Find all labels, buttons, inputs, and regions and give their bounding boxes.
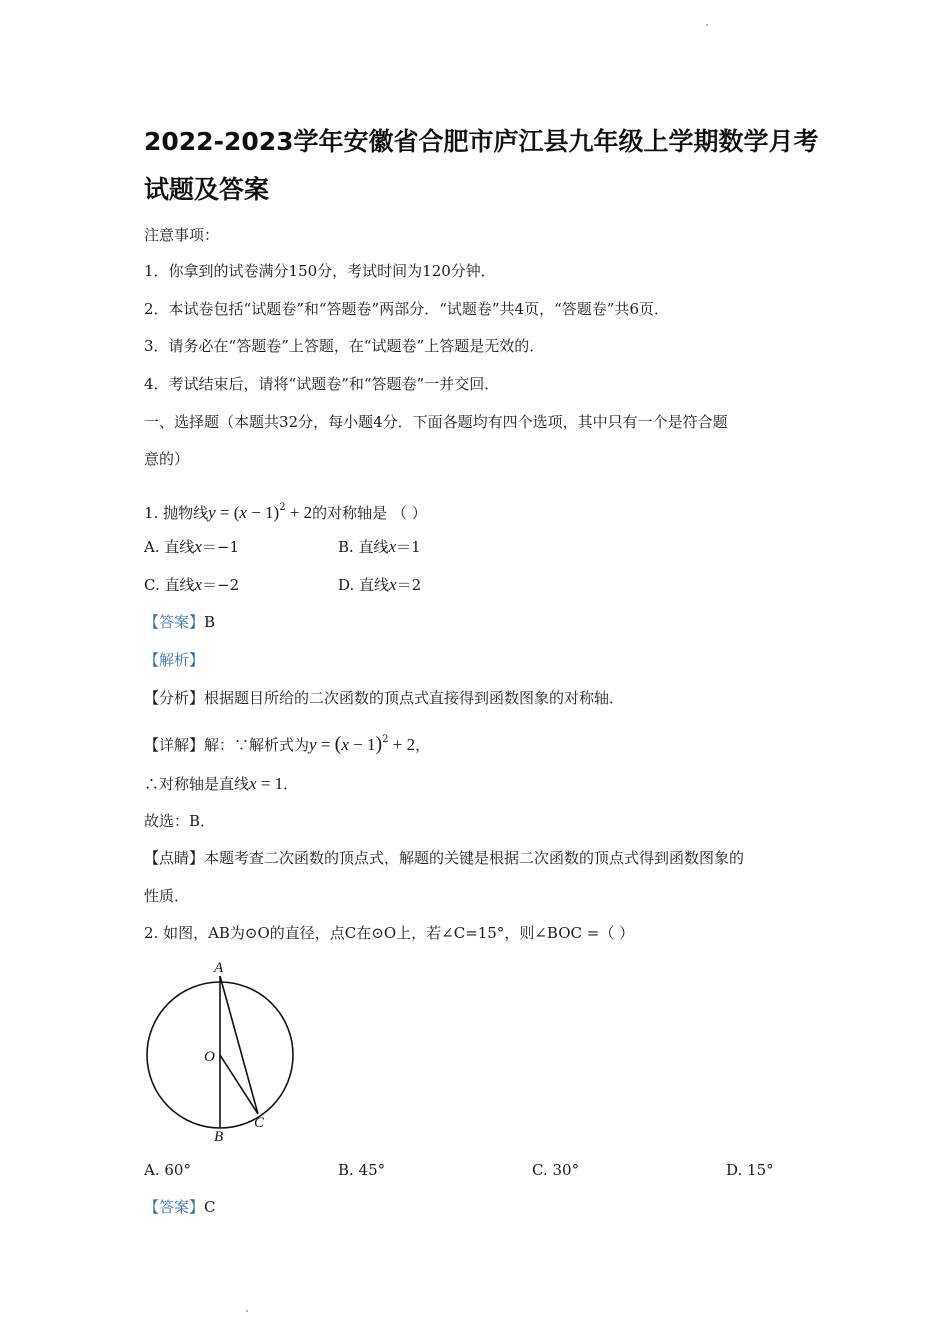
- scan-speck: [246, 1310, 248, 1312]
- question-1-analysis-tag: 【解析】: [144, 651, 205, 669]
- question-1-fenxi: 【分析】根据题目所给的二次函数的顶点式直接得到函数图象的对称轴．: [144, 689, 625, 707]
- question-1-option-b: B. 直线x＝1: [338, 537, 421, 556]
- question-1-answer: 【答案】B: [144, 613, 216, 631]
- question-2-option-a: A. 60°: [144, 1161, 191, 1179]
- notice-item: 3．请务必在“答题卷”上答题，在“试题卷”上答题是无效的．: [144, 337, 545, 355]
- question-1-xiangjie: 【详解】解：∵解析式为$y = (x - 1)^2 + 2$，: [144, 733, 431, 755]
- point-a-label: A: [214, 960, 224, 976]
- notice-item: 4．考试结束后，请将“试题卷”和“答题卷”一并交回．: [144, 375, 500, 393]
- question-1-choose: 故选：B．: [144, 812, 216, 830]
- question-1-option-c: C. 直线x＝−2: [144, 575, 240, 594]
- question-2-option-c: C. 30°: [532, 1161, 580, 1179]
- question-2-option-d: D. 15°: [726, 1161, 774, 1179]
- question-1-conclusion: ∴对称轴是直线x = 1．: [144, 774, 299, 793]
- document-title-line1: 2022-2023学年安徽省合肥市庐江县九年级上学期数学月考: [144, 127, 819, 156]
- section-heading-cont: 意的）: [144, 450, 190, 468]
- point-c-label: C: [254, 1115, 265, 1131]
- question-2-option-b: B. 45°: [338, 1161, 386, 1179]
- section-heading: 一、选择题（本题共32分，每小题4分．下面各题均有四个选项，其中只有一个是符合题: [144, 413, 728, 431]
- notice-heading: 注意事项：: [144, 226, 220, 244]
- notice-item: 1．你拿到的试卷满分150分，考试时间为120分钟．: [144, 262, 496, 280]
- question-2-figure: [140, 955, 310, 1145]
- chord-ac: [220, 976, 258, 1114]
- scan-speck: [706, 24, 708, 26]
- notice-item: 2．本试卷包括“试题卷”和“答题卷”两部分．“试题卷”共4页，“答题卷”共6页．: [144, 300, 669, 318]
- question-2-answer: 【答案】C: [144, 1198, 216, 1216]
- question-2-stem: 2. 如图，AB为⊙O的直径，点C在⊙O上，若∠C=15°，则∠BOC =（ ）: [144, 924, 635, 942]
- point-o-label: O: [204, 1049, 215, 1065]
- question-1-dianjing: 【点睛】本题考查二次函数的顶点式，解题的关键是根据二次函数的顶点式得到函数图象的: [144, 849, 745, 867]
- document-title-line2: 试题及答案: [144, 175, 270, 204]
- question-1-option-a: A. 直线x＝−1: [144, 537, 240, 556]
- question-1-dianjing-cont: 性质．: [144, 887, 190, 905]
- point-b-label: B: [214, 1129, 224, 1145]
- question-1-stem: 1. 抛物线$y = (x - 1)^2 + 2$的对称轴是 （ ）: [144, 502, 427, 522]
- question-1-option-d: D. 直线x＝2: [338, 575, 422, 594]
- radius-oc: [220, 1055, 258, 1114]
